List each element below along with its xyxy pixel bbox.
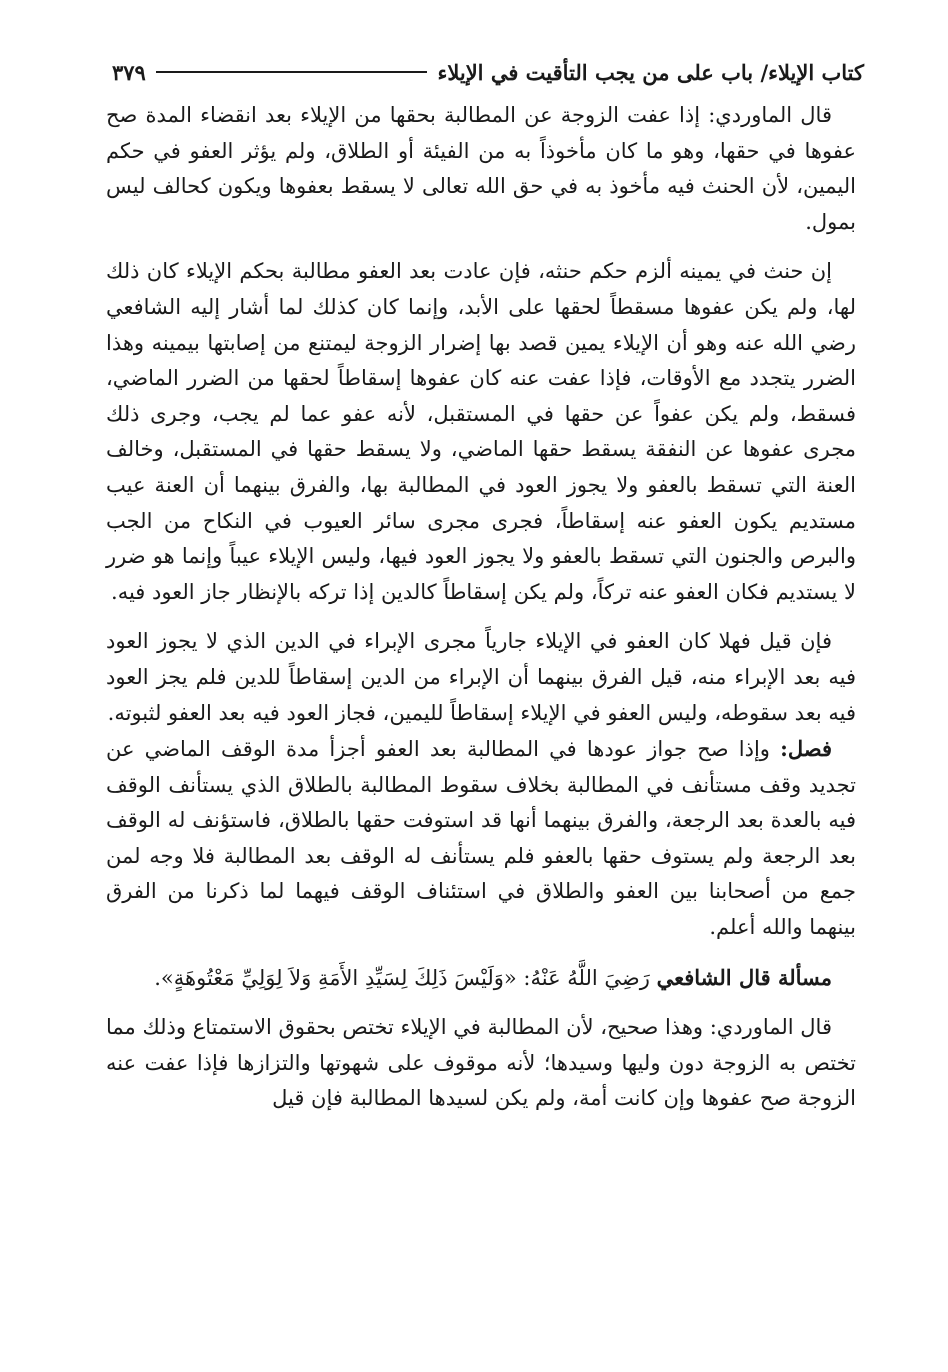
masala-heading: مسألة قال الشافعي — [656, 964, 832, 990]
page-number: ٣٧٩ — [112, 59, 146, 85]
masala-quote: «وَلَيْسَ ذَلِكَ لِسَيِّدِ الأَمَةِ وَلاَ لِوَلِيِّ مَعْتُوهَةٍ». — [154, 965, 517, 990]
header-title: كتاب الإيلاء/ باب على من يجب التأقيت في الإيلاء — [437, 59, 864, 85]
masala-paragraph — [106, 960, 856, 997]
paragraph-2 — [106, 254, 856, 610]
masala-formula: رَضِيَ اللَّهُ عَنْهُ: — [523, 965, 650, 990]
paragraph-3 — [106, 624, 856, 731]
final-paragraph-text: قال الماوردي: وهذا صحيح، لأن المطالبة في الإيلاء تختص بحقوق الاستمتاع وذلك مما تختص به الزوجة دون وليها وسيدها؛ لأنه موقوف على شهوتها والتزازها فإذا عفت عنه الزوجة صح عفوها وإن كانت أمة، ولم يكن لسيدها المطالبة فإن قيل — [106, 1015, 856, 1111]
fasl-lead: فصل: — [780, 736, 832, 762]
page-body — [106, 98, 856, 1117]
paragraph-2-text: إن حنث في يمينه ألزم حكم حنثه، فإن عادت بعد العفو مطالبة بحكم الإيلاء كان ذلك لها، ولم يكن عفوها مسقطاً لحقها على الأبد، وإنما كان كذلك لما أشار إليه الشافعي رضي الله عنه وهو أن الإيلاء يمين قصد بها إضرار الزوجة ليمتنع من إصابتها بيمينه وهذا الضرر يتجدد مع الأوقات، فإذا عفت عنه كان عفوها إسقاطاً لحقها من الضرر الماضي، فسقط، ولم يكن عفواً عن حقها في المستقبل، لأنه عفو عما لم يجب، وجرى ذلك مجرى عفوها عن النفقة يسقط حقها الماضي، ولا يسقط حقها في المستقبل، وخالف العنة التي تسقط بالعفو ولا يجوز العود في المطالبة بها، والفرق بينهما أن العنة عيب مستديم يكون العفو عنه إسقاطاً، فجرى مجرى سائر العيوب في النكاح من الجب والبرص والجنون التي تسقط بالعفو ولا يجوز العود فيها، وليس الإيلاء عيباً وإنما هو ضرر لا يستديم فكان العفو عنه تركاً، ولم يكن إسقاطاً كالدين إذا تركه بالإنظار جاز العود فيه. — [106, 259, 856, 604]
paragraph-fasl — [106, 731, 856, 946]
running-header — [112, 52, 864, 92]
fasl-text: وإذا صح جواز عودها في المطالبة بعد العفو أجزأ مدة الوقف الماضي عن تجديد وقف مستأنف في المطالبة بخلاف سقوط المطالبة بالطلاق الذي يستأنف الوقف فيه بالعدة بعد الرجعة، والفرق بينهما أنها قد استوفت حقها بالطلاق، فاستؤنف له الوقف بعد الرجعة ولم يستوف حقها بالعفو فلم يستأنف له الوقف بعد المطالبة فلا وجه لمن جمع من أصحابنا بين العفو والطلاق في استئناف الوقف فيهما لما ذكرنا من الفرق بينهما والله أعلم. — [106, 737, 856, 940]
header-rule — [156, 71, 428, 73]
paragraph-3-text: فإن قيل فهلا كان العفو في الإيلاء جارياً مجرى الإبراء في الدين الذي لا يجوز العود فيه بعد الإبراء منه، قيل الفرق بينهما أن الإبراء من الدين إسقاطاً للدين فلم يجز العود فيه بعد سقوطه، وليس العفو في الإيلاء إسقاطاً لليمين، فجاز العود فيه بعد العفو لثبوته. — [106, 629, 856, 725]
paragraph-1-text: قال الماوردي: إذا عفت الزوجة عن المطالبة بحقها من الإيلاء بعد انقضاء المدة صح عفوها في حقها، وهو ما كان مأخوذاً به من الفيئة أو الطلاق، ولم يؤثر العفو في حكم اليمين، لأن الحنث فيه مأخوذ به في حق الله تعالى لا يسقط بعفوها ويكون كحالف ليس بمول. — [106, 103, 856, 234]
paragraph-1 — [106, 98, 856, 240]
final-paragraph — [106, 1010, 856, 1117]
